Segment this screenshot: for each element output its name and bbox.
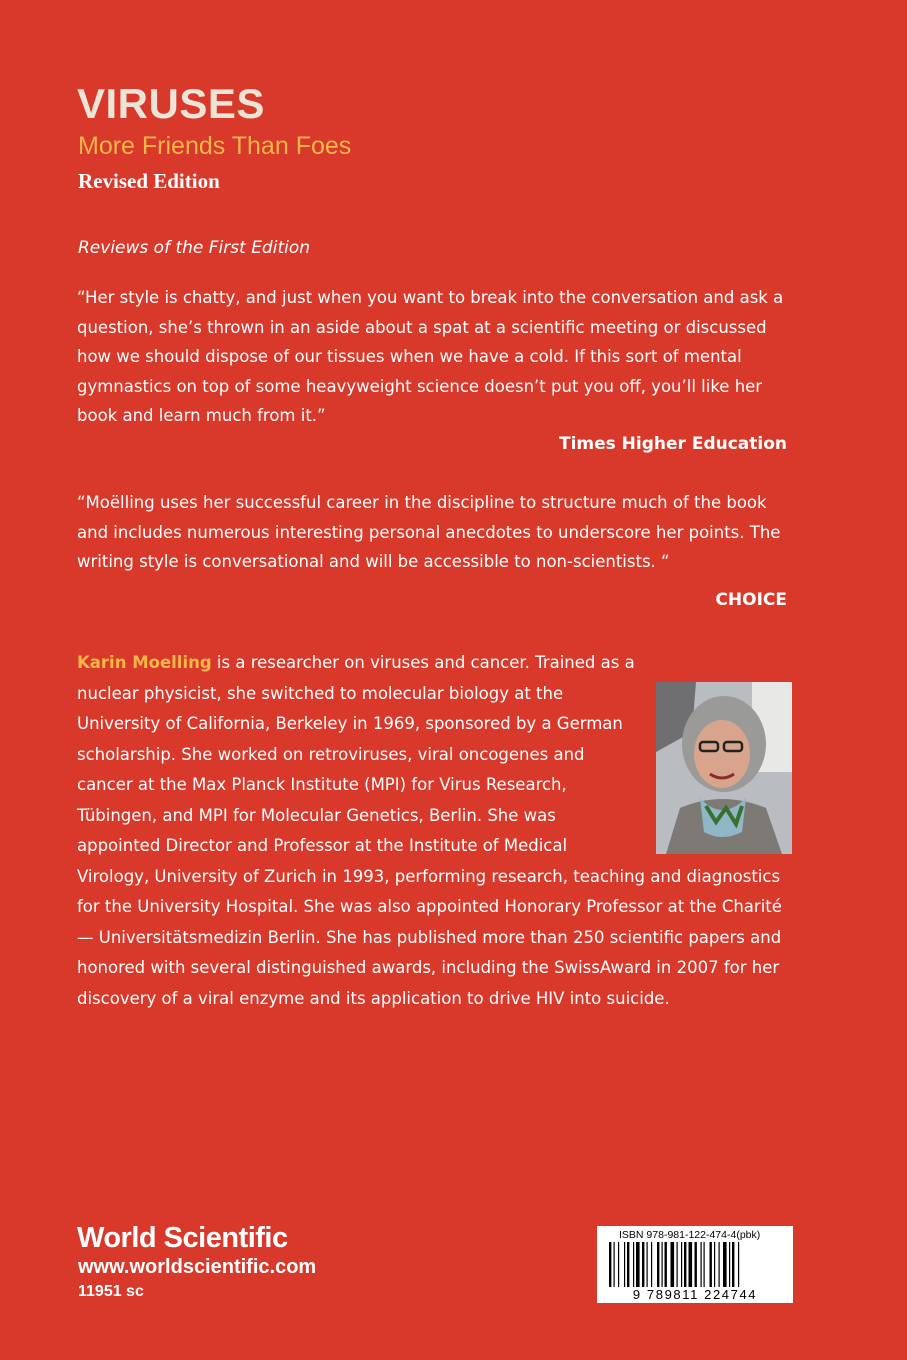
barcode-digits: 9 789811 224744 bbox=[597, 1287, 793, 1302]
review-quote: “Moëlling uses her successful career in the discipline to structure much of the book and includes numerous interesting personal anecdotes to underscore her points. The writing style is conversational and will be accessible to non-scientists. “ bbox=[77, 493, 781, 571]
author-bio bbox=[77, 648, 792, 1014]
barcode-bars-icon bbox=[601, 1242, 789, 1288]
book-subtitle: More Friends Than Foes bbox=[78, 132, 352, 160]
author-bio-text: is a researcher on viruses and cancer. Trained as a nuclear physicist, she switched to molecular biology at the University of California, Berkeley in 1969, sponsored by a German scholarship. She worked on retroviruses, viral oncogenes and cancer at the Max Planck Institute (MPI) for Virus Research, Tübingen, and MPI for Molecular Genetics, Berlin. She was appointed Director and Professor at the Institute of Medical Virology, University of Zurich in 1993, performing research, teaching and diagnostics for the University Hospital. She was also appointed Honorary Professor at the Charité — Universitätsmedizin Berlin. She has published more than 250 scientific papers and honored with several distinguished awards, including the SwissAward in 2007 for her discovery of a viral enzyme and its application to drive HIV into suicide. bbox=[77, 653, 782, 1008]
publisher-name: World Scientific bbox=[77, 1222, 288, 1254]
book-title: VIRUSES bbox=[77, 80, 265, 127]
review-source: CHOICE bbox=[715, 590, 787, 610]
author-name: Karin Moelling bbox=[77, 653, 212, 672]
isbn-barcode bbox=[597, 1226, 793, 1303]
isbn-number: ISBN 978-981-122-474-4(pbk) bbox=[619, 1229, 761, 1241]
review-quote: “Her style is chatty, and just when you want to break into the conversation and ask a question, she’s thrown in an aside about a spat at a scientific meeting or discussed how we should dispose of our tissues when we have a cold. If this sort of mental gymnastics on top of some heavyweight science doesn’t put you off, you’ll like her book and learn much from it.” bbox=[77, 288, 784, 425]
publisher-website: www.worldscientific.com bbox=[78, 1256, 317, 1278]
edition-label: Revised Edition bbox=[78, 169, 220, 193]
product-code: 11951 sc bbox=[78, 1283, 144, 1300]
author-photo bbox=[656, 682, 792, 854]
reviews-heading: Reviews of the First Edition bbox=[78, 238, 311, 258]
review-source: Times Higher Education bbox=[558, 434, 787, 454]
